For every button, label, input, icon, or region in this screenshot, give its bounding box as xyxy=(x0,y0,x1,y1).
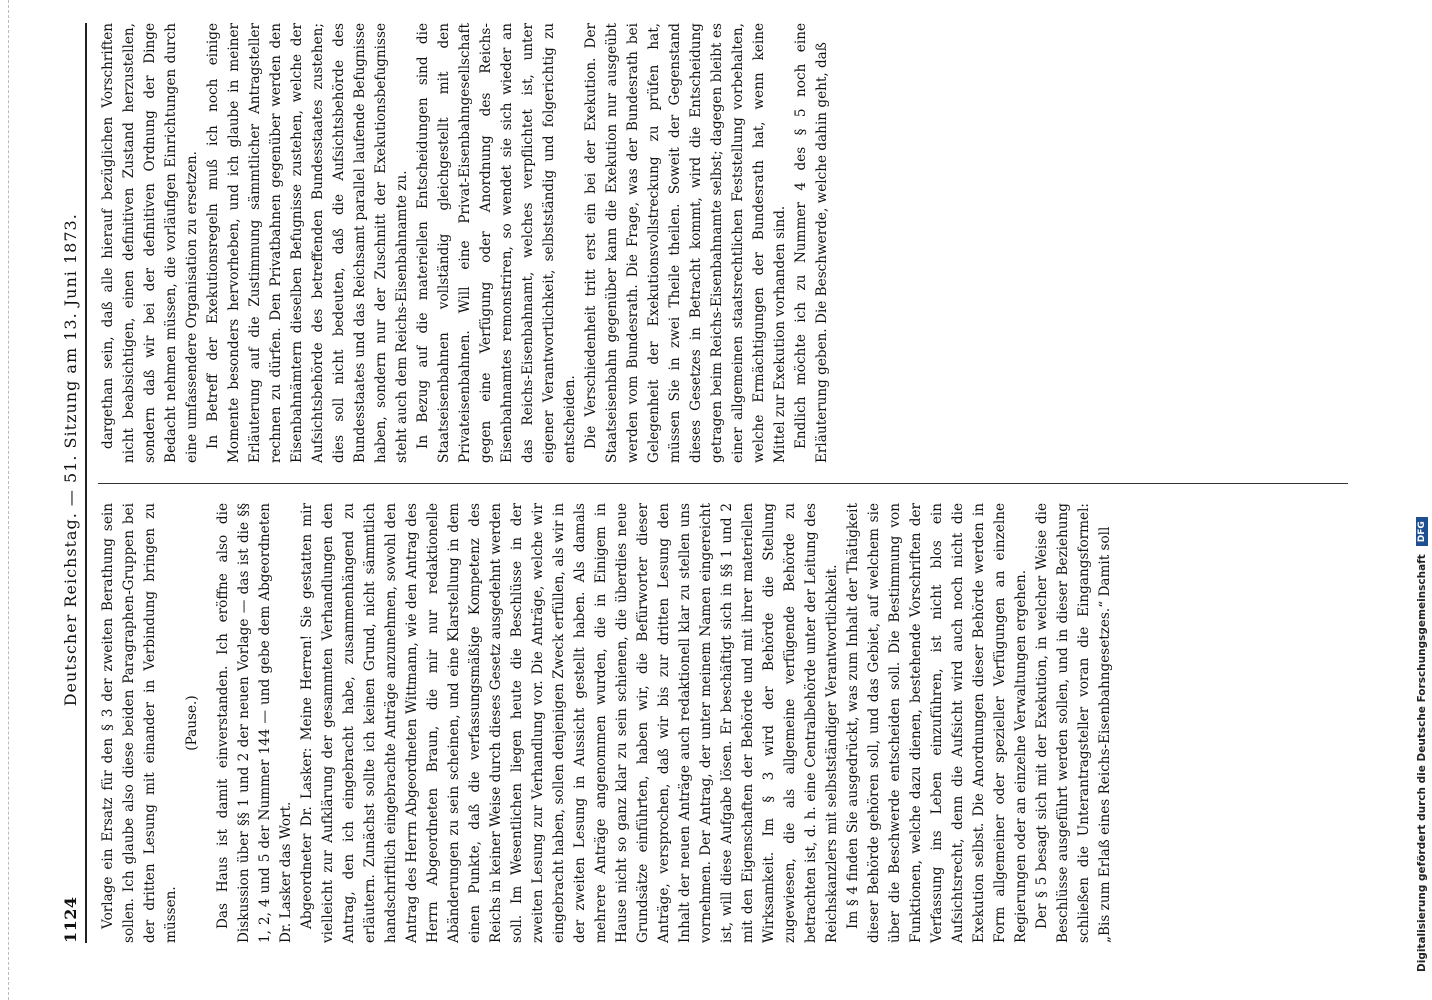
column-divider xyxy=(98,483,1348,484)
digitization-credit xyxy=(1400,0,1432,1000)
running-head-title: Deutscher Reichstag. — 51. Sitzung am 13. Juni 1873. xyxy=(60,213,80,707)
paragraph: In Bezug auf die materiellen Entscheidungen sind die Staatseisenbahnen vollständig gleichgestellt mit den Privateisenbahnen. Will eine Privat-Eisenbahngesellschaft gegen eine Verfügung oder Anordnung des Reichs-Eisenbahnamtes remonstriren, so wendet sie sich wieder an das Reichs-Eisenbahnamt, welches verpflichtet ist, unter eigener Verantwortlichkeit, selbstständig und folgerichtig zu entscheiden. xyxy=(415,23,578,463)
paragraph: Im § 4 finden Sie ausgedrückt, was zum Inhalt der Thätigkeit dieser Behörde gehören soll, und das Gebiet, auf welchem sie über die Beschwerde entscheiden soll. Die Bestimmung von Funktionen, welche dazu dienen, bestehende Vorschriften der Verfassung ins Leben einzuführen, ist nicht blos ein Aufsichtsrecht, denn die Aufsicht wird auch noch nicht die Exekution selbst. Die Anordnungen dieser Behörde werden in Form allgemeiner oder spezieller Verfügungen an einzelne Regierungen oder an einzelne Verwaltungen ergehen. xyxy=(845,503,1029,943)
running-head xyxy=(58,23,82,943)
paragraph: Abgeordneter Dr. Lasker: Meine Herren! Sie gestatten mir vielleicht zur Aufklärung der gesammten Verhandlungen den Antrag, den ich eingebracht habe, zusammenhängend zu erläutern. Zunächst sollte ich keinen Grund, nicht sämmtlich handschriftlich eingebrachte Anträge anzunehmen, sowohl den Antrag des Herrn Abgeordneten Wittmann, wie den Antrag des Herrn Abgeordneten Braun, die mir nur redaktionelle Abänderungen zu sein scheinen, und eine Klarstellung in dem einen Punkte, daß die verfassungsmäßige Kompetenz des Reichs in keiner Weise durch dieses Gesetz ausgedehnt werden soll. Im Wesentlichen liegen heute die Beschlüsse in der zweiten Lesung zur Verhandlung vor. Die Anträge, welche wir eingebracht haben, sollen denjenigen Zweck erfüllen, als wir in der zweiten Lesung in Aussicht gestellt haben. Als damals mehrere Anträge angenommen wurden, die in Einigem in Hause nicht so ganz klar zu sein schienen, die überdies neue Grundsätze einführten, haben wir, die Befürworter dieser Anträge, versprochen, daß wir bis zur dritten Lesung den Inhalt der neuen Anträge auch redaktionell klar zu stellen uns vornehmen. Der Antrag, der unter meinem Namen eingereicht ist, will diese Aufgabe lösen. Er beschäftigt sich in §§ 1 und 2 mit den Eigenschaften der Behörde und mit ihrer materiellen Wirksamkeit. Im § 3 wird der Behörde die Stellung zugewiesen, die als allgemeine verfügende Behörde zu betrachten ist, d. h. eine Centralbehörde unter der Leitung des Reichskanzlers mit selbstständiger Verantwortlichkeit. xyxy=(299,503,840,943)
left-column xyxy=(98,503,1116,943)
credit-text: Digitalisierung gefördert durch die Deutsche Forschungsgemeinschaft xyxy=(1416,554,1428,972)
pause-note: (Pause.) xyxy=(184,695,200,751)
page-number: 1124 xyxy=(60,896,80,943)
header-rule xyxy=(85,23,87,943)
credit-line xyxy=(1406,0,1432,972)
scan-edge-line xyxy=(8,0,9,1000)
paragraph: dargethan sein, daß alle hierauf bezüglichen Vorschriften nicht beabsichtigen, einen definitiven Zustand herzustellen, sondern daß wir bei der definitiven Ordnung der Dinge Bedacht nehmen müssen, die vorläufigen Einrichtungen durch eine umfassendere Organisation zu ersetzen. xyxy=(100,23,200,463)
paragraph: Der § 5 besagt sich mit der Exekution, in welcher Weise die Beschlüsse ausgeführt werden sollen, und in dieser Beziehung schließen die Unterantragsteller voran die Eingangsformel: „Bis zum Erlaß eines Reichs-Eisenbahngesetzes.“ Damit soll xyxy=(1034,503,1113,943)
right-column xyxy=(98,23,833,463)
paragraph: Endlich möchte ich zu Nummer 4 des § 5 noch eine Erläuterung geben. Die Beschwerde, welche dahin geht, daß xyxy=(793,23,830,463)
paragraph: Das Haus ist damit einverstanden. Ich eröffne also die Diskussion über §§ 1 und 2 der neuen Vorlage — das ist die §§ 1, 2, 4 und 5 der Nummer 144 — und gebe dem Abgeordneten Dr. Lasker das Wort. xyxy=(215,503,294,943)
paragraph: In Betreff der Exekutionsregeln muß ich noch einige Momente besonders hervorheben, und ich glaube in meiner Erläuterung auf die Zustimmung sämmtlicher Antragsteller rechnen zu dürfen. Den Privatbahnen gegenüber werden den Eisenbahnämtern dieselben Befugnisse zustehen, welche der Aufsichtsbehörde des betreffenden Bundesstaates zustehen; dies soll nicht bedeuten, daß die Aufsichtsbehörde des Bundesstaates und das Reichsamt parallel laufende Befugnisse haben, sondern nur der Zuschnitt der Exekutionsbefugnisse steht auch dem Reichs-Eisenbahnamte zu. xyxy=(205,23,410,463)
dfg-logo: DFG xyxy=(1416,517,1428,546)
paragraph: Die Verschiedenheit tritt erst ein bei der Exekution. Der Staatseisenbahn gegenüber kann die Exekution nur ausgeübt werden vom Bundesrath. Die Frage, was der Bundesrath bei Gelegenheit der Exekutionsvollstreckung zu prüfen hat, müssen Sie in zwei Theile theilen. Soweit der Gegenstand dieses Gesetzes in Betracht kommt, wird die Entscheidung getragen beim Reichs-Eisenbahnamte selbst; dagegen bleibt es einer allgemeinen staatsrechtlichen Feststellung vorbehalten, welche Ermächtigungen der Bundesrath hat, wenn keine Mittel zur Exekution vorhanden sind. xyxy=(583,23,788,463)
paragraph: Vorlage ein Ersatz für den § 3 der zweiten Berathung sein sollen. Ich glaube also diese beiden Paragraphen-Gruppen bei der dritten Lesung mit einander in Verbindung bringen zu müssen. xyxy=(100,503,179,943)
rotated-page-content xyxy=(58,0,1366,965)
